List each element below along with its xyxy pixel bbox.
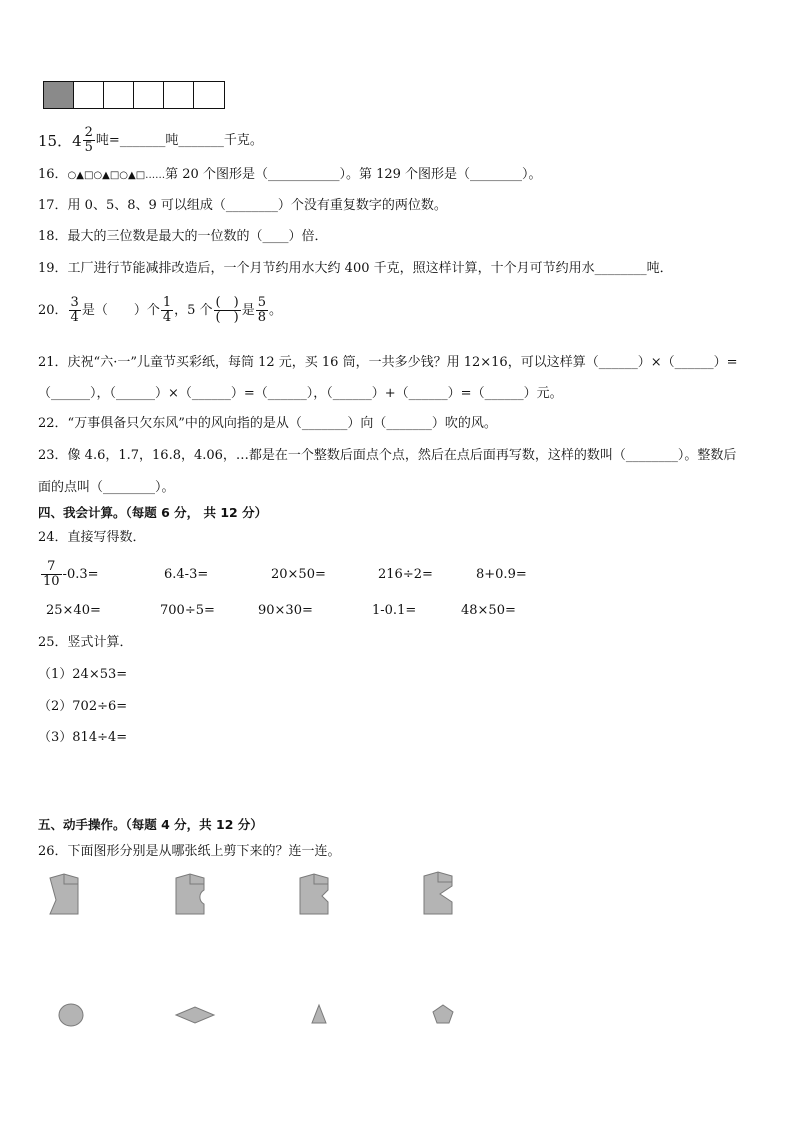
q20-fraction-1 xyxy=(69,296,81,325)
question-23-line-2: 面的点叫（________）。 xyxy=(38,480,175,495)
numerator: 3 xyxy=(70,295,79,310)
folded-paper-notch-4 xyxy=(422,870,458,916)
triangle-shape xyxy=(308,1002,330,1026)
q15-numerator: 2 xyxy=(84,125,93,140)
folded-paper-notch-3 xyxy=(298,872,334,916)
denominator: 4 xyxy=(162,310,172,325)
question-24-title: 24．直接写得数． xyxy=(38,530,146,545)
q15-denominator: 5 xyxy=(84,140,93,155)
question-21-line-1: 21．庆祝“六·一”儿童节买彩纸，每筒 12 元，买 16 筒，一共多少钱？用 12×16，可以这样算（______）×（______）= xyxy=(38,355,738,370)
q24-item-4: 216÷2= xyxy=(378,567,433,582)
q20-fraction-4 xyxy=(256,296,268,325)
q15-text: 吨=_______吨_______千克。 xyxy=(95,132,263,148)
q24-item-7: 700÷5= xyxy=(160,603,215,618)
q25-item-1: （1）24×53= xyxy=(38,667,128,682)
question-21-line-2: （______），（______）×（______）=（______），（______）+（______）=（______）元。 xyxy=(38,386,563,401)
q15-fraction xyxy=(83,126,95,155)
grid-cells xyxy=(43,81,225,109)
q16-number: 16． xyxy=(38,167,68,182)
question-23-line-1: 23．像 4.6，1.7，16.8，4.06，…都是在一个整数后面点个点，然后在点后面再写数，这样的数叫（________）。整数后 xyxy=(38,448,737,463)
folded-paper-notch-1 xyxy=(48,872,84,916)
q20-text-1: 是（ ）个 xyxy=(81,303,160,318)
numerator: 5 xyxy=(257,295,266,310)
section-4-heading: 四、我会计算。（每题 6 分， 共 12 分） xyxy=(38,505,268,520)
q20-text-4: 。 xyxy=(268,303,282,318)
q16-text: 第 20 个图形是（___________）。第 129 个图形是（________）。 xyxy=(165,167,542,182)
q20-text-3: 是 xyxy=(241,303,255,318)
q15-prefix: 15．4 xyxy=(38,131,82,150)
question-22: 22．“万事俱备只欠东风”中的风向指的是从（_______）向（_______）吹的风。 xyxy=(38,416,497,431)
q20-fraction-2 xyxy=(161,296,173,325)
q24-item-3: 20×50= xyxy=(271,567,326,582)
question-17: 17．用 0、5、8、9 可以组成（________）个没有重复数字的两位数。 xyxy=(38,198,447,213)
q20-fraction-3 xyxy=(214,296,241,325)
empty-cell xyxy=(74,82,104,108)
pentagon-shape xyxy=(430,1002,456,1026)
question-20 xyxy=(38,296,282,326)
q24-item-8: 90×30= xyxy=(258,603,313,618)
q24-fraction xyxy=(41,560,62,589)
empty-cell xyxy=(194,82,224,108)
q20-number: 20． xyxy=(38,303,68,318)
numerator-blank: ( ) xyxy=(215,295,239,310)
q24-item-5: 8+0.9= xyxy=(476,567,527,582)
q24-item-6: 25×40= xyxy=(46,603,101,618)
section-5-heading: 五、动手操作。（每题 4 分，共 12 分） xyxy=(38,817,263,832)
q24-item-9: 1-0.1= xyxy=(372,603,417,618)
filled-cell xyxy=(44,82,74,108)
q16-pattern: ○▲□○▲□○▲□…… xyxy=(67,170,166,181)
q24-item-10: 48×50= xyxy=(461,603,516,618)
q24-expression: -0.3= xyxy=(62,567,99,582)
q20-text-2: ，5 个 xyxy=(174,303,213,318)
circle-shape xyxy=(56,1002,86,1028)
denominator: 10 xyxy=(43,574,60,589)
rhombus-shape xyxy=(174,1004,216,1026)
empty-cell xyxy=(164,82,194,108)
numerator: 7 xyxy=(41,560,62,575)
denominator: 4 xyxy=(70,310,79,325)
q24-item-1 xyxy=(40,555,99,595)
numerator: 1 xyxy=(162,295,172,310)
question-16 xyxy=(38,166,542,185)
q25-item-3: （3）814÷4= xyxy=(38,730,128,745)
empty-cell xyxy=(104,82,134,108)
question-25-title: 25．竖式计算． xyxy=(38,635,133,650)
question-18: 18．最大的三位数是最大的一位数的（____）倍． xyxy=(38,229,328,244)
q24-item-2: 6.4-3= xyxy=(164,567,209,582)
q25-item-2: （2）702÷6= xyxy=(38,699,128,714)
denominator-blank: ( ) xyxy=(215,310,239,325)
question-19: 19．工厂进行节能减排改造后，一个月节约用水大约 400 千克，照这样计算，十个月可节约用水________吨． xyxy=(38,261,673,276)
question-26: 26．下面图形分别是从哪张纸上剪下来的？连一连。 xyxy=(38,844,341,859)
folded-paper-notch-2 xyxy=(174,872,210,916)
question-15 xyxy=(38,126,263,155)
denominator: 8 xyxy=(257,310,266,325)
empty-cell xyxy=(134,82,164,108)
